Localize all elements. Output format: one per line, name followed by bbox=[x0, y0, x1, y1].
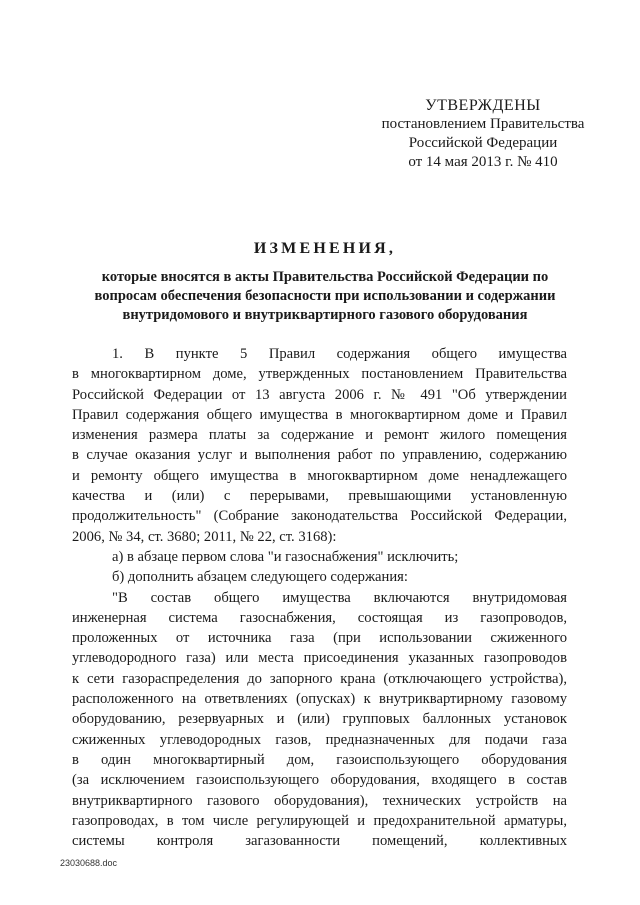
approval-line: от 14 мая 2013 г. № 410 bbox=[408, 154, 558, 170]
document-subtitle-line: вопросам обеспечения безопасности при использовании и содержании bbox=[94, 288, 556, 304]
body-line: 2006, № 34, ст. 3680; 2011, № 22, ст. 3168): bbox=[72, 528, 337, 545]
body-line: (за исключением газоиспользующего оборудования, входящего в состав bbox=[72, 772, 567, 789]
body-line: 1. В пункте 5 Правил содержания общего имущества bbox=[112, 346, 567, 362]
body-line: в случае оказания услуг и выполнения работ по управлению, содержанию bbox=[72, 447, 567, 464]
body-line: внутриквартирного газового оборудования), технических устройств на bbox=[72, 792, 567, 809]
approval-block bbox=[348, 96, 618, 172]
document-body bbox=[72, 344, 567, 851]
document-title: ИЗМЕНЕНИЯ, bbox=[253, 240, 397, 257]
body-line: изменения размера платы за содержание и ремонт жилого помещения bbox=[72, 427, 567, 444]
body-line: сжиженных углеводородных газов, предназначенных для подачи газа bbox=[72, 731, 567, 748]
body-line: к сети газораспределения до запорного крана (отключающего устройства), bbox=[72, 670, 567, 687]
body-line: оборудованию, резервуарных и (или) групповых баллонных установок bbox=[72, 711, 567, 728]
approval-title: УТВЕРЖДЕНЫ bbox=[425, 97, 541, 114]
body-line: в многоквартирном доме, утвержденных постановлением Правительства bbox=[72, 366, 567, 383]
document-subtitle-line: внутридомового и внутриквартирного газового оборудования bbox=[122, 307, 528, 323]
body-line: "В состав общего имущества включаются внутридомовая bbox=[112, 589, 567, 606]
approval-line: Российской Федерации bbox=[408, 135, 558, 151]
body-line: углеводородного газа) или места присоединения указанных газопроводов bbox=[72, 650, 567, 667]
document-subtitle-line: которые вносятся в акты Правительства Российской Федерации по bbox=[101, 269, 549, 285]
body-line: качества и (или) с перерывами, превышающими установленную bbox=[72, 488, 567, 505]
body-line: расположенного на ответвлениях (опусках) к внутриквартирному газовому bbox=[72, 691, 567, 708]
body-line: проложенных от источника газа (при использовании сжиженного bbox=[72, 630, 567, 647]
footer-file-name: 23030688.doc bbox=[60, 858, 118, 868]
document-heading bbox=[60, 240, 590, 325]
body-line: а) в абзаце первом слова "и газоснабжения" исключить; bbox=[112, 548, 459, 565]
body-line: в один многоквартирный дом, газоиспользующего оборудования bbox=[72, 751, 567, 768]
body-line: б) дополнить абзацем следующего содержания: bbox=[112, 569, 408, 586]
body-line: газопроводах, в том числе регулирующей и предохранительной арматуры, bbox=[72, 812, 567, 829]
body-line: системы контроля загазованности помещений, коллективных bbox=[72, 833, 567, 850]
body-line: и ремонту общего имущества в многоквартирном доме ненадлежащего bbox=[72, 467, 567, 484]
body-line: инженерная система газоснабжения, состоящая из газопроводов, bbox=[72, 609, 567, 626]
body-line: продолжительность" (Собрание законодательства Российской Федерации, bbox=[72, 508, 567, 525]
body-line: Российской Федерации от 13 августа 2006 г. № 491 "Об утверждении bbox=[72, 386, 567, 403]
approval-line: постановлением Правительства bbox=[381, 116, 585, 132]
body-line: Правил содержания общего имущества в многоквартирном доме и Правил bbox=[72, 406, 567, 423]
